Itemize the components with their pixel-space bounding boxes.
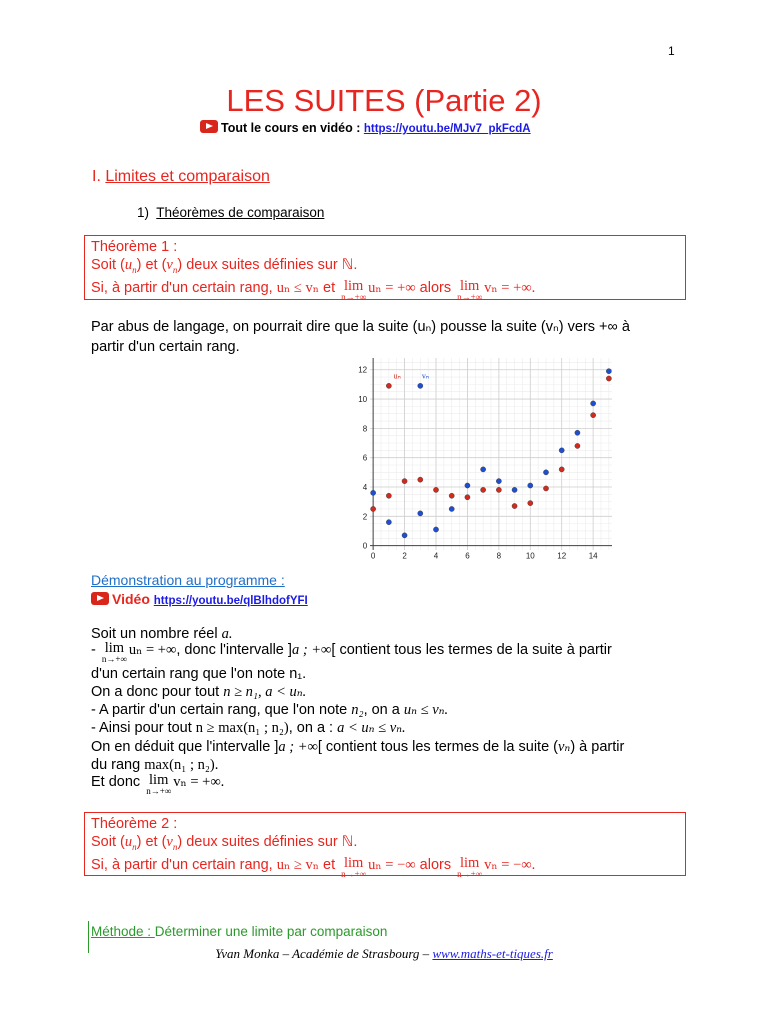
- limit-operator: lim n→+∞: [457, 277, 483, 302]
- subsection-heading: [137, 205, 324, 220]
- u-point: [402, 479, 407, 484]
- subsection-title: Théorèmes de comparaison: [156, 205, 325, 220]
- v-point: [371, 490, 376, 495]
- demo-video-line: [91, 591, 308, 608]
- x-tick-label: 0: [370, 551, 376, 561]
- proof-line-4: On a donc pour tout n ≥ n₁, a < uₙ.: [91, 684, 307, 700]
- v-point: [606, 369, 611, 374]
- x-tick-label: 8: [496, 551, 502, 561]
- youtube-play-icon[interactable]: [91, 592, 109, 605]
- u-point: [386, 383, 391, 388]
- v-point: [496, 479, 501, 484]
- proof-line-7: On en déduit que l'intervalle ]a ; +∞[ contient tous les termes de la suite (vₙ) à partir: [91, 739, 625, 755]
- x-tick-label: 2: [402, 551, 407, 561]
- proof-line-6: - Ainsi pour tout n ≥ max(n₁ ; n₂), on a : a < uₙ ≤ vₙ.: [91, 720, 406, 736]
- u-point: [496, 487, 501, 492]
- demo-video-label: Vidéo: [112, 591, 154, 607]
- u-point: [606, 376, 611, 381]
- course-video-line: [200, 120, 531, 135]
- u-point: [449, 493, 454, 498]
- v-point: [575, 430, 580, 435]
- proof-line-1: Soit un nombre réel a.: [91, 626, 233, 642]
- sequence-scatter-chart: [340, 354, 618, 566]
- paragraph-line-1: Par abus de langage, on pourrait dire que la suite (uₙ) pousse la suite (vₙ) vers +∞ à: [91, 319, 630, 335]
- limit-operator: lim n→+∞: [101, 640, 127, 664]
- limit-operator: lim n→+∞: [457, 854, 483, 879]
- u-point: [433, 487, 438, 492]
- course-video-link[interactable]: https://youtu.be/MJv7_pkFcdA: [363, 123, 531, 135]
- theorem-1-line-1: Soit $(u_n)$ et $(v_n)$ deux suites définies sur ℕ.: [91, 257, 358, 275]
- page-number: 1: [668, 44, 675, 58]
- x-tick-label: 14: [588, 551, 598, 561]
- u-point: [512, 503, 517, 508]
- u-point: [418, 477, 423, 482]
- u-point: [528, 500, 533, 505]
- y-tick-label: 10: [358, 395, 368, 405]
- theorem-2-title: Théorème 2 :: [91, 816, 178, 832]
- v-point: [418, 511, 423, 516]
- x-tick-label: 4: [433, 551, 439, 561]
- proof-line-3: d'un certain rang que l'on note n₁.: [91, 666, 307, 682]
- footer-text: Yvan Monka – Académie de Strasbourg –: [215, 946, 433, 961]
- theorem-1-line-2: Si, à partir d'un certain rang, uₙ ≤ vₙ et lim n→+∞ uₙ = +∞ alors lim n→+∞ vₙ = +∞.: [91, 277, 536, 302]
- theorem-1-title: Théorème 1 :: [91, 239, 178, 255]
- y-tick-label: 2: [362, 512, 368, 522]
- subsection-number: 1): [137, 205, 150, 220]
- v-point: [543, 470, 548, 475]
- theorem-1-box: [84, 235, 686, 300]
- youtube-play-icon[interactable]: [200, 120, 218, 133]
- u-point: [559, 467, 564, 472]
- paragraph-line-2: partir d'un certain rang.: [91, 339, 240, 355]
- proof-line-2: - lim n→+∞ uₙ = +∞, donc l'intervalle ]a ; +∞[ contient tous les termes de la suite à partir: [91, 640, 612, 664]
- v-point: [449, 506, 454, 511]
- v-point: [481, 467, 486, 472]
- course-video-label: Tout le cours en vidéo :: [221, 121, 364, 135]
- method-label: Méthode :: [91, 924, 155, 939]
- v-point: [402, 533, 407, 538]
- u-point: [386, 493, 391, 498]
- theorem-2-line-2: Si, à partir d'un certain rang, uₙ ≥ vₙ et lim n→+∞ uₙ = −∞ alors lim n→+∞ vₙ = −∞.: [91, 854, 536, 879]
- limit-operator: lim n→+∞: [341, 277, 367, 302]
- theorem-2-line-1: Soit $(u_n)$ et $(v_n)$ deux suites définies sur ℕ.: [91, 834, 358, 852]
- u-point: [543, 486, 548, 491]
- v-series-label: vₙ: [421, 371, 430, 381]
- section-number: I.: [92, 168, 101, 185]
- demo-video-link[interactable]: https://youtu.be/qlBlhdofYFI: [153, 595, 308, 607]
- page-title: LES SUITES (Partie 2): [226, 83, 542, 118]
- u-point: [465, 495, 470, 500]
- demo-title: Démonstration au programme :: [91, 572, 285, 588]
- u-point: [371, 506, 376, 511]
- v-point: [418, 383, 423, 388]
- y-tick-label: 4: [362, 482, 368, 492]
- x-tick-label: 10: [525, 551, 535, 561]
- v-point: [512, 487, 517, 492]
- v-point: [433, 527, 438, 532]
- proof-line-9: Et donc lim n→+∞ vₙ = +∞.: [91, 772, 225, 796]
- v-point: [591, 401, 596, 406]
- section-heading: [92, 168, 270, 186]
- u-point: [575, 443, 580, 448]
- v-point: [465, 483, 470, 488]
- footer: [0, 946, 768, 962]
- y-tick-label: 0: [362, 541, 368, 551]
- y-tick-label: 12: [358, 365, 368, 375]
- u-point: [591, 413, 596, 418]
- theorem-2-box: [84, 812, 686, 879]
- v-point: [559, 448, 564, 453]
- limit-operator: lim n→+∞: [341, 854, 367, 879]
- x-tick-label: 6: [465, 551, 470, 561]
- footer-link[interactable]: www.maths-et-tiques.fr: [432, 946, 553, 961]
- method-line: [91, 924, 387, 939]
- method-text: Déterminer une limite par comparaison: [154, 924, 388, 939]
- v-point: [386, 520, 391, 525]
- v-point: [528, 483, 533, 488]
- proof-line-5: - A partir d'un certain rang, que l'on note n₂, on a uₙ ≤ vₙ.: [91, 702, 449, 718]
- limit-operator: lim n→+∞: [146, 772, 172, 796]
- u-series-label: uₙ: [393, 371, 401, 381]
- y-tick-label: 6: [362, 453, 368, 463]
- y-tick-label: 8: [362, 424, 368, 434]
- x-tick-label: 12: [557, 551, 567, 561]
- u-point: [481, 487, 486, 492]
- proof-line-8: du rang max(n₁ ; n₂).: [91, 757, 219, 773]
- section-title: Limites et comparaison: [105, 168, 270, 185]
